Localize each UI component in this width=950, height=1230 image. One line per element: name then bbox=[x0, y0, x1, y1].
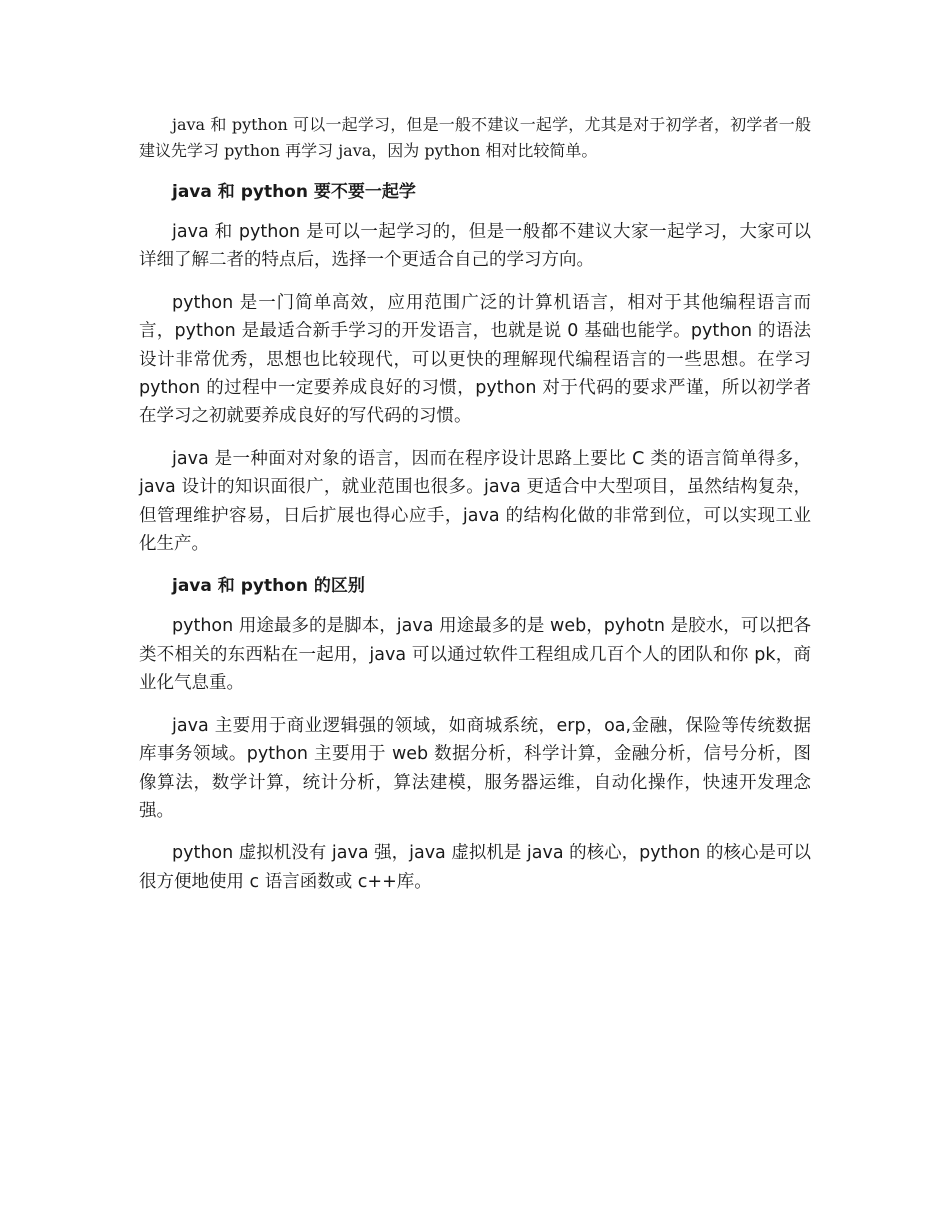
document-page bbox=[139, 112, 811, 910]
body-paragraph: python 用途最多的是脚本，java 用途最多的是 web，pyhotn 是胶水，可以把各类不相关的东西粘在一起用，java 可以通过软件工程组成几百个人的团队和你 pk，商业化气息重。 bbox=[139, 616, 811, 694]
body-paragraph: python 虚拟机没有 java 强，java 虚拟机是 java 的核心，python 的核心是可以很方便地使用 c 语言函数或 c++库。 bbox=[139, 843, 811, 892]
body-paragraph: java 是一种面对对象的语言，因而在程序设计思路上要比 C 类的语言简单得多，java 设计的知识面很广，就业范围也很多。java 更适合中大型项目，虽然结构复杂，但管理维护容易，日后扩展也得心应手，java 的结构化做的非常到位，可以实现工业化生产。 bbox=[139, 448, 811, 555]
body-paragraph: java 主要用于商业逻辑强的领域，如商城系统，erp，oa,金融，保险等传统数据库事务领域。python 主要用于 web 数据分析，科学计算，金融分析，信号分析，图像算法，数学计算，统计分析，算法建模，服务器运维，自动化操作，快速开发理念强。 bbox=[139, 715, 811, 821]
body-paragraph: python 是一门简单高效，应用范围广泛的计算机语言，相对于其他编程语言而言，python 是最适合新手学习的开发语言，也就是说 0 基础也能学。python 的语法设计非常优秀，思想也比较现代，可以更快的理解现代编程语言的一些思想。在学习 python 的过程中一定要养成良好的习惯，python 对于代码的要求严谨，所以初学者在学习之初就要养成良好的写代码的习惯。 bbox=[139, 292, 811, 427]
intro-paragraph: java 和 python 可以一起学习，但是一般不建议一起学，尤其是对于初学者，初学者一般建议先学习 python 再学习 java，因为 python 相对比较简单。 bbox=[139, 115, 811, 160]
section-heading-differences: java 和 python 的区别 bbox=[172, 576, 365, 597]
section-heading-together: java 和 python 要不要一起学 bbox=[172, 182, 416, 202]
body-paragraph: java 和 python 是可以一起学习的，但是一般都不建议大家一起学习，大家可以详细了解二者的特点后，选择一个更适合自己的学习方向。 bbox=[139, 222, 811, 271]
